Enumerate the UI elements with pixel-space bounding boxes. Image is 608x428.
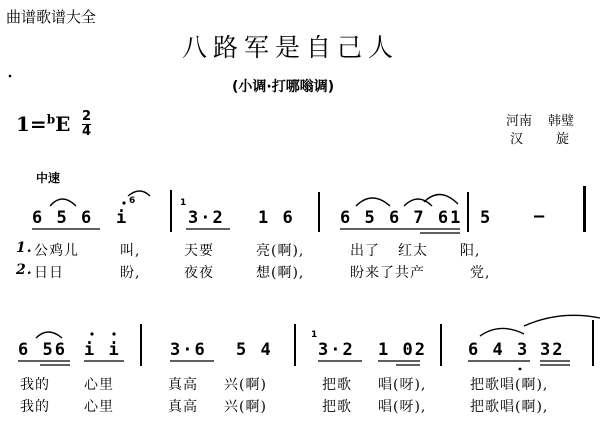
notes-measure-6a: 3·6 — [170, 340, 207, 360]
tempo-marking: 中速 — [36, 171, 61, 185]
key-signature: 1=$^b$E — [16, 112, 71, 136]
lyric: 党, — [470, 265, 491, 281]
lyric: 天要 — [184, 243, 214, 259]
lyric: 盼来了共产 — [350, 265, 425, 281]
slur — [356, 198, 390, 206]
lyric: 我的 — [20, 377, 50, 393]
grace-note-3: 1 — [311, 330, 318, 340]
lyric: 叫, — [120, 243, 141, 259]
slur — [128, 191, 150, 196]
meter-top: 2 — [82, 109, 92, 124]
verse-number-2: 2. — [16, 262, 33, 278]
credit-ethnicity: 汉 — [510, 132, 524, 147]
grace-note-2: 1 — [180, 198, 187, 208]
octave-dot — [90, 332, 93, 335]
notes-measure-2b: 1 6 — [258, 208, 295, 228]
lyric: 亮(啊), — [256, 243, 305, 259]
notes-measure-5a: 6 56 — [18, 340, 67, 360]
lyric: 兴(啊) — [224, 377, 267, 393]
octave-dot — [112, 332, 115, 335]
lyric: 公鸡儿 — [34, 243, 79, 259]
site-label: 曲谱歌谱大全 — [6, 8, 97, 26]
notes-measure-2a: 3·2 — [188, 208, 225, 228]
lyric: 夜夜 — [184, 265, 214, 281]
lyric: 出了 — [350, 243, 380, 259]
low-octave-dot — [519, 368, 522, 371]
slur — [524, 315, 600, 326]
grace-note-1: 6 — [129, 196, 136, 206]
lyric: 把歌 — [322, 399, 352, 415]
lyric: 兴(啊) — [224, 399, 267, 415]
slur — [480, 328, 524, 336]
slur — [50, 199, 76, 206]
lyric: 真高 — [168, 399, 198, 415]
notes-measure-8a: 6 4 3 — [468, 340, 530, 360]
notes-measure-6b: 5 4 — [236, 340, 273, 360]
lyric: 真高 — [168, 377, 198, 393]
lyric: 唱(呀), — [378, 377, 427, 393]
lyric: 把歌唱(啊), — [470, 377, 549, 393]
song-title: 八路军是自己人 — [182, 33, 400, 62]
notes-measure-7b: 1 02 — [378, 340, 427, 360]
notes-measure-1a: 6 5 6 — [32, 208, 94, 228]
credit-name-a: 韩璧 — [548, 114, 575, 129]
slur — [36, 332, 62, 338]
lyric: 想(啊), — [256, 265, 305, 281]
meter-bottom: 4 — [82, 124, 92, 139]
credit-region: 河南 — [506, 114, 533, 129]
notes-measure-4a: 5 — [480, 208, 493, 228]
slur — [404, 199, 432, 206]
notes-measure-5b: i i — [84, 340, 121, 360]
notes-measure-3: 6 5 6 7 61 — [340, 208, 463, 228]
lyric: 心里 — [84, 399, 114, 415]
octave-dot — [122, 201, 125, 204]
lyric: 把歌唱(啊), — [470, 399, 549, 415]
margin-dot — [9, 75, 12, 78]
song-subtitle: (小调·打哪嗡调) — [232, 79, 335, 95]
lyric: 心里 — [84, 377, 114, 393]
notes-measure-4b: — — [534, 206, 547, 226]
lyric: 盼, — [120, 265, 141, 281]
notes-measure-8b: 32 — [540, 340, 565, 360]
lyric: 红太 — [398, 243, 428, 259]
notes-measure-7a: 3·2 — [318, 340, 355, 360]
lyric: 日日 — [34, 265, 64, 281]
verse-number-1: 1. — [16, 240, 33, 256]
lyric: 我的 — [20, 399, 50, 415]
credit-name-b: 旋 — [556, 132, 570, 147]
lyric: 阳, — [460, 243, 481, 259]
lyric: 唱(呀), — [378, 399, 427, 415]
notes-measure-1b: i — [116, 208, 129, 228]
lyric: 把歌 — [322, 377, 352, 393]
